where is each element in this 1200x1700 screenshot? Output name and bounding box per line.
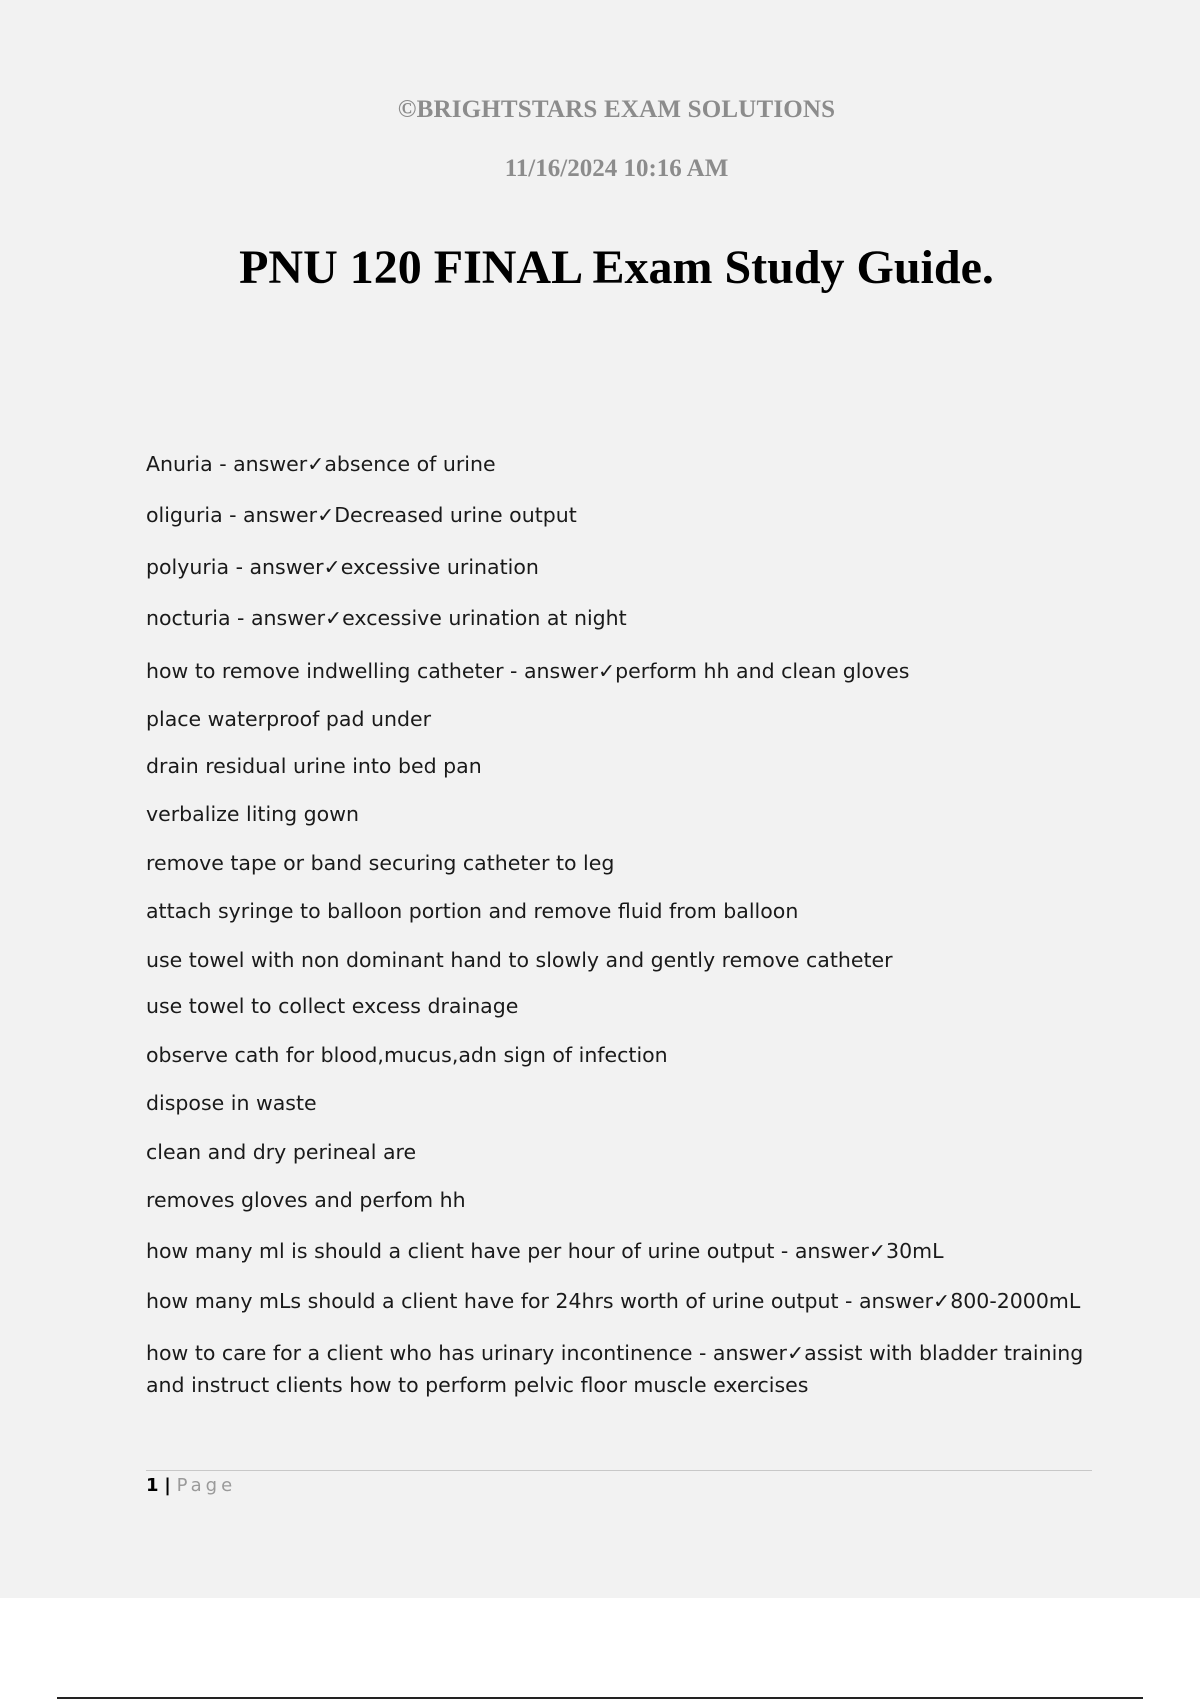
study-line-step: drain residual urine into bed pan [146, 754, 482, 778]
study-line-step: dispose in waste [146, 1091, 317, 1115]
study-line-remove-catheter: how to remove indwelling catheter - answer✓perform hh and clean gloves [146, 659, 910, 683]
study-line-step: use towel with non dominant hand to slowly and gently remove catheter [146, 948, 893, 972]
study-line-polyuria: polyuria - answer✓excessive urination [146, 555, 539, 579]
study-line-step: use towel to collect excess drainage [146, 994, 519, 1018]
study-line-step: attach syringe to balloon portion and remove fluid from balloon [146, 899, 799, 923]
study-line-urine-per-hour: how many ml is should a client have per hour of urine output - answer✓30mL [146, 1239, 944, 1263]
study-line-anuria: Anuria - answer✓absence of urine [146, 452, 496, 476]
study-line-step: remove tape or band securing catheter to leg [146, 851, 615, 875]
study-line-step: place waterproof pad under [146, 707, 432, 731]
next-page-top-rule [57, 1697, 1143, 1699]
page-label: Page [176, 1475, 237, 1496]
study-line-step: clean and dry perineal are [146, 1140, 417, 1164]
footer-separator: | [164, 1475, 171, 1496]
header-company: ©BRIGHTSTARS EXAM SOLUTIONS [397, 96, 836, 123]
study-line-incontinence: how to care for a client who has urinary incontinence - answer✓assist with bladder training and instruct clients how to perform pelvic floor muscle exercises [146, 1341, 1084, 1397]
study-line-step: verbalize liting gown [146, 802, 359, 826]
footer-divider [146, 1470, 1092, 1471]
study-line-nocturia: nocturia - answer✓excessive urination at night [146, 606, 627, 630]
document-title: PNU 120 FINAL Exam Study Guide. [239, 241, 994, 294]
study-line-urine-24hrs: how many mLs should a client have for 24hrs worth of urine output - answer✓800-2000mL [146, 1289, 1081, 1313]
study-line-step: observe cath for blood,mucus,adn sign of infection [146, 1043, 668, 1067]
page-footer [146, 1472, 236, 1500]
study-line-step: removes gloves and perfom hh [146, 1188, 466, 1212]
study-line-oliguria: oliguria - answer✓Decreased urine output [146, 503, 577, 527]
header-datetime: 11/16/2024 10:16 AM [504, 155, 729, 182]
page-number: 1 [146, 1475, 159, 1496]
